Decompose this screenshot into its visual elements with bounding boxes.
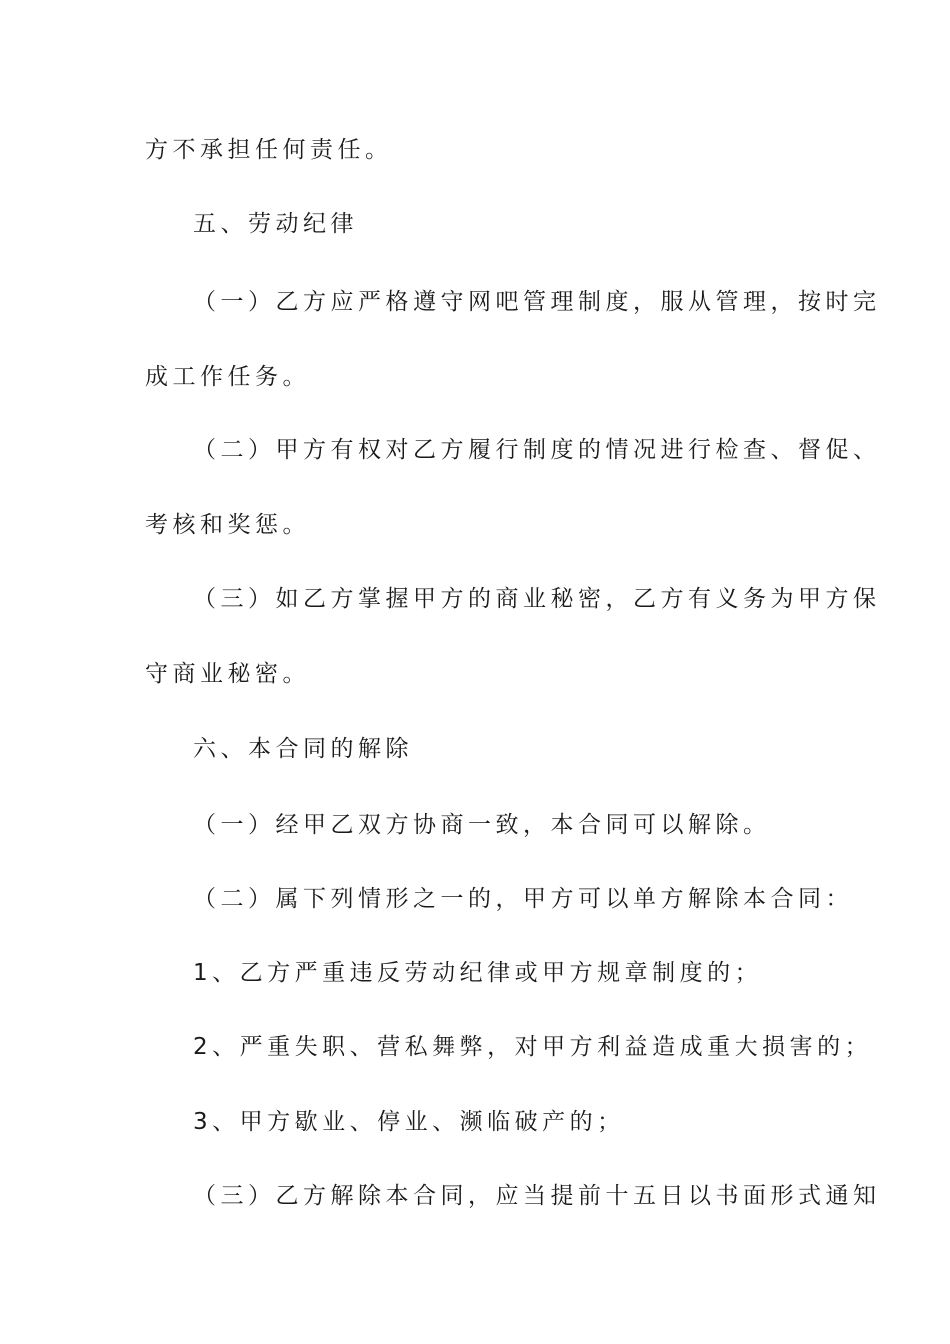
paragraph-line: 成工作任务。 — [145, 364, 310, 390]
paragraph-line: （三）乙方解除本合同，应当提前十五日以书面形式通知 — [193, 1183, 881, 1209]
list-item: 2、严重失职、营私舞弊，对甲方利益造成重大损害的； — [193, 1034, 873, 1060]
list-item: 3、甲方歇业、停业、濒临破产的； — [193, 1109, 625, 1135]
paragraph-line: 方不承担任何责任。 — [145, 137, 393, 163]
paragraph-line: （二）属下列情形之一的，甲方可以单方解除本合同： — [193, 886, 853, 912]
paragraph-line: 考核和奖惩。 — [145, 512, 310, 538]
paragraph-line: 守商业秘密。 — [145, 661, 310, 687]
paragraph-line: （一）乙方应严格遵守网吧管理制度，服从管理，按时完 — [193, 289, 881, 315]
paragraph-line: （三）如乙方掌握甲方的商业秘密，乙方有义务为甲方保 — [193, 586, 881, 612]
section-heading: 六、本合同的解除 — [193, 736, 413, 762]
section-heading: 五、劳动纪律 — [193, 211, 358, 237]
paragraph-line: （二）甲方有权对乙方履行制度的情况进行检查、督促、 — [193, 437, 881, 463]
paragraph-line: （一）经甲乙双方协商一致，本合同可以解除。 — [193, 812, 771, 838]
list-item: 1、乙方严重违反劳动纪律或甲方规章制度的； — [193, 960, 763, 986]
